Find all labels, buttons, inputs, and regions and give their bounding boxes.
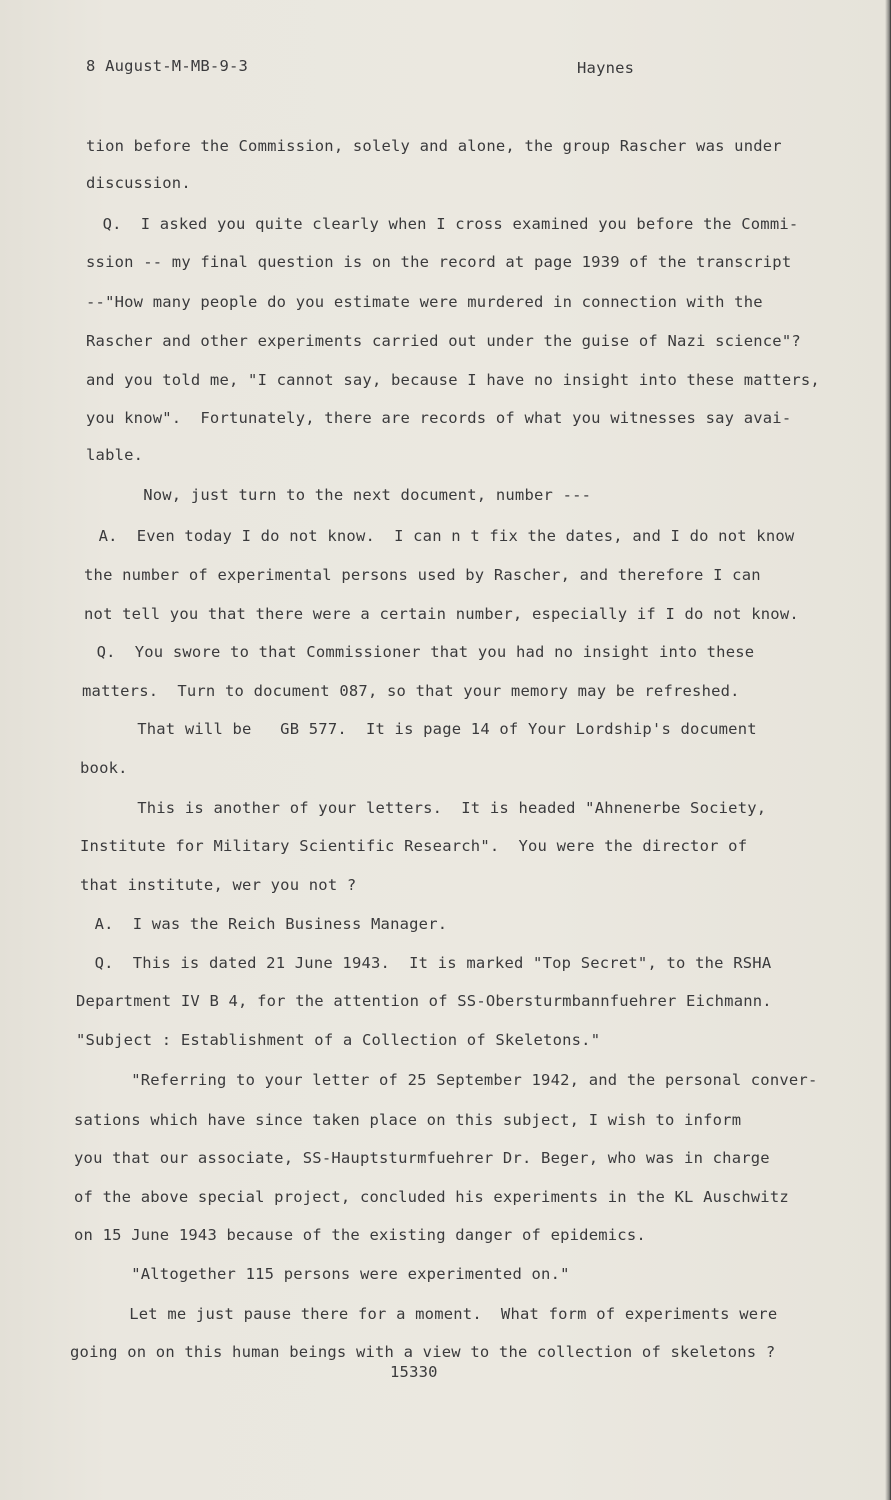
- text-line: "Altogether 115 persons were experimented on.": [74, 1265, 570, 1283]
- text-line: the number of experimental persons used by Rascher, and therefore I can: [84, 566, 761, 584]
- text-line: Rascher and other experiments carried out under the guise of Nazi science"?: [86, 332, 801, 350]
- text-line: tion before the Commission, solely and alone, the group Rascher was under: [86, 137, 782, 155]
- text-line: --"How many people do you estimate were murdered in connection with the: [86, 293, 763, 311]
- text-line: Q. You swore to that Commissioner that you had no insight into these: [68, 643, 755, 661]
- text-line: discussion.: [86, 174, 191, 192]
- text-line: Q. I asked you quite clearly when I cross examined you before the Commi-: [74, 215, 799, 233]
- text-line: This is another of your letters. It is headed "Ahnenerbe Society,: [80, 799, 767, 817]
- text-line: That will be GB 577. It is page 14 of Your Lordship's document: [80, 720, 757, 738]
- page-number: 15330: [390, 1363, 438, 1381]
- text-line: lable.: [86, 446, 144, 464]
- text-line: A. Even today I do not know. I can n t fix the dates, and I do not know: [70, 527, 795, 545]
- text-line: "Subject : Establishment of a Collection of Skeletons.": [76, 1031, 601, 1049]
- text-line: you that our associate, SS-Hauptsturmfuehrer Dr. Beger, who was in charge: [74, 1149, 770, 1167]
- text-line: going on on this human beings with a view to the collection of skeletons ?: [70, 1343, 776, 1361]
- text-line: matters. Turn to document 087, so that your memory may be refreshed.: [82, 682, 740, 700]
- text-line: you know". Fortunately, there are records of what you witnesses say avai-: [86, 409, 792, 427]
- text-line: A. I was the Reich Business Manager.: [66, 915, 448, 933]
- text-line: "Referring to your letter of 25 September 1942, and the personal conver-: [74, 1071, 818, 1089]
- text-line: Let me just pause there for a moment. What form of experiments were: [72, 1305, 778, 1323]
- header-reference: 8 August-M-MB-9-3: [86, 57, 249, 75]
- text-line: book.: [80, 759, 128, 777]
- page-edge-shadow: [885, 0, 891, 1500]
- text-line: Institute for Military Scientific Research". You were the director of: [80, 837, 748, 855]
- text-line: ssion -- my final question is on the record at page 1939 of the transcript: [86, 253, 792, 271]
- text-line: not tell you that there were a certain number, especially if I do not know.: [84, 605, 799, 623]
- text-line: Department IV B 4, for the attention of SS-Obersturmbannfuehrer Eichmann.: [76, 992, 772, 1010]
- text-line: Now, just turn to the next document, number ---: [86, 486, 592, 504]
- text-line: of the above special project, concluded his experiments in the KL Auschwitz: [74, 1188, 789, 1206]
- text-line: sations which have since taken place on this subject, I wish to inform: [74, 1111, 742, 1129]
- text-line: on 15 June 1943 because of the existing danger of epidemics.: [74, 1226, 646, 1244]
- text-line: and you told me, "I cannot say, because I have no insight into these matters,: [86, 371, 820, 389]
- text-line: Q. This is dated 21 June 1943. It is marked "Top Secret", to the RSHA: [66, 954, 772, 972]
- header-speaker: Haynes: [577, 59, 635, 77]
- text-line: that institute, wer you not ?: [80, 876, 357, 894]
